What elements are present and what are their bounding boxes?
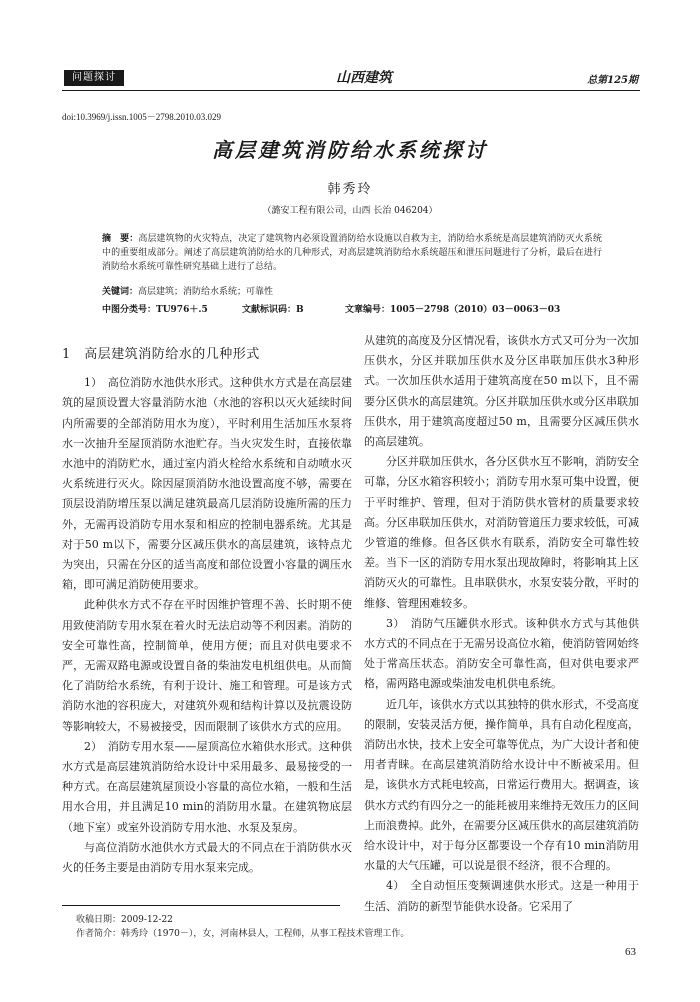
received-date: 收稿日期：2009-12-22 <box>76 915 173 925</box>
document-code: 文献标识码：B <box>242 305 304 315</box>
footnote-rule <box>62 905 340 906</box>
paragraph: 4） 全自动恒压变频调速供水形式。这是一种用于生活、消防的新型节能供水设备。它采用了 <box>364 879 639 913</box>
paragraph: 分区并联加压供水，各分区供水互不影响，消防安全可靠，分区水箱容积较小；消防专用水泵可集中设置，便于平时维护、管理，但对于消防供水管材的质量要求较高。分区串联加压供水，对消防管道压力要求较低，可减少管道的维修。但各区供水有联系，消防安全可靠性较差。当下一区的消防专用水泵出现故障时，将影响其上区消防灭火的可靠性。且串联供水，水泵安装分散，平时的维修、管理困难较多。 <box>364 455 639 610</box>
paragraph: 从建筑的高度及分区情况看，该供水方式又可分为一次加压供水，分区并联加压供水及分区串联加压供水3种形式。一次加压供水适用于建筑高度在50 m以下，且不需要分区供水的高层建筑。分区并联加压供水或分区串联加压供水，用于建筑高度超过50 m，且需要分区减压供水的高层建筑。 <box>364 334 639 449</box>
column-label: 问题探讨 <box>64 70 124 86</box>
journal-logo: 山西建筑 <box>336 70 392 86</box>
page-number: 63 <box>625 946 636 958</box>
header-rule <box>62 90 640 91</box>
issue-number: 总第125期 <box>587 75 638 86</box>
abstract-label: 摘 要： <box>102 234 139 244</box>
paragraph: 此种供水方式不存在平时因维护管理不善、长时期不使用致使消防专用水泵在着火时无法启动等不利因素。消防的安全可靠性高，控制简单，使用方便；而且对供电要求不严，无需双路电源或设置自备的柴油发电机组供电。从而简化了消防给水系统，有利于设计、施工和管理。可是该方式消防水池的容积庞大，对建筑外观和结构计算以及抗震设防等影响较大，不易被接受，因而限制了该供水方式的应用。 <box>62 598 352 733</box>
author-bio: 作者简介：韩秀玲（1970－），女，河南林县人，工程师，从事工程技术管理工作。 <box>76 929 410 939</box>
abstract <box>102 232 602 274</box>
author-name: 韩秀玲 <box>327 182 373 197</box>
paper-title: 高层建筑消防给水系统探讨 <box>212 138 488 162</box>
keywords-text: 高层建筑；消防给水系统；可靠性 <box>138 287 274 297</box>
left-column <box>62 335 352 878</box>
paragraph: 1） 高位消防水池供水形式。这种供水方式是在高层建筑的屋顶设置大容量消防水池（水池的容积以灭火延续时间内所需要的全部消防用水为度），平时利用生活加压水泵将水一次抽升至屋顶消防水池贮存。当火灾发生时，直接依靠水池中的消防贮水，通过室内消火栓给水系统和自动喷水灭火系统进行灭火。除因屋顶消防水池设置高度不够，需要在顶层设消防增压泵以满足建筑最高几层消防设施所需的压力外，无需再设消防专用水泵和相应的控制电器系统。尤其是对于50 m以下，需要分区减压供水的高层建筑，该特点尤为突出，只需在分区的适当高度和部位设置小容量的调压水箱，即可满足消防使用要求。 <box>62 376 352 592</box>
paragraph: 与高位消防水池供水方式最大的不同点在于消防供水灭火的任务主要是由消防专用水泵来完成。 <box>62 840 352 875</box>
doi[interactable]: doi:10.3969/j.issn.1005－2798.2010.03.029 <box>62 112 222 122</box>
clc-number: 中图分类号：TU976＋.5 <box>102 305 208 315</box>
affiliation: （潞安工程有限公司，山西 长治 046204） <box>262 206 438 216</box>
article-number: 文章编号：1005－2798（2010）03－0063－03 <box>345 305 561 315</box>
paragraph: 2） 消防专用水泵——屋顶高位水箱供水形式。这种供水方式是高层建筑消防给水设计中采用最多、最易接受的一种方式。在高层建筑屋顶设小容量的高位水箱，一般和生活用水合用，并且满足10 min的消防用水量。在建筑物底层（地下室）或室外设消防专用水池、水泵及泵房。 <box>62 739 352 834</box>
keywords <box>102 284 273 297</box>
keywords-label: 关键词： <box>102 287 139 297</box>
right-column <box>364 331 639 917</box>
abstract-text: 高层建筑物的火灾特点，决定了建筑物内必须设置消防给水设施以自救为主，消防给水系统是高层建筑消防灭火系统中的重要组成部分。阐述了高层建筑消防给水的几种形式，对高层建筑消防给水系统超压和泄压问题进行了分析，最后在进行消防给水系统可靠性研究基础上进行了总结。 <box>102 234 602 272</box>
paragraph: 近几年，该供水方式以其独特的供水形式，不受高度的限制，安装灵活方便，操作简单，具有自动化程度高，消防出水快，技术上安全可靠等优点，为广大设计者和使用者青睐。在高层建筑消防给水设计中不断被采用。但是，该供水方式耗电较高，日常运行费用大。据调查，该供水方式约有四分之一的能耗被用来维持无效压力的区间上而浪费掉。此外，在需要分区减压供水的高层建筑消防给水设计中，对于每分区都要设一个存有10 min消防用水量的大气压罐，可以说是很不经济，很不合理的。 <box>364 697 639 873</box>
section-heading: 1 高层建筑消防给水的几种形式 <box>62 347 260 362</box>
paragraph: 3） 消防气压罐供水形式。该种供水方式与其他供水方式的不同点在于无需另设高位水箱，使消防管网始终处于常高压状态。消防安全可靠性高，但对供电要求严格，需两路电源或柴油发电机供电系统。 <box>364 616 639 691</box>
